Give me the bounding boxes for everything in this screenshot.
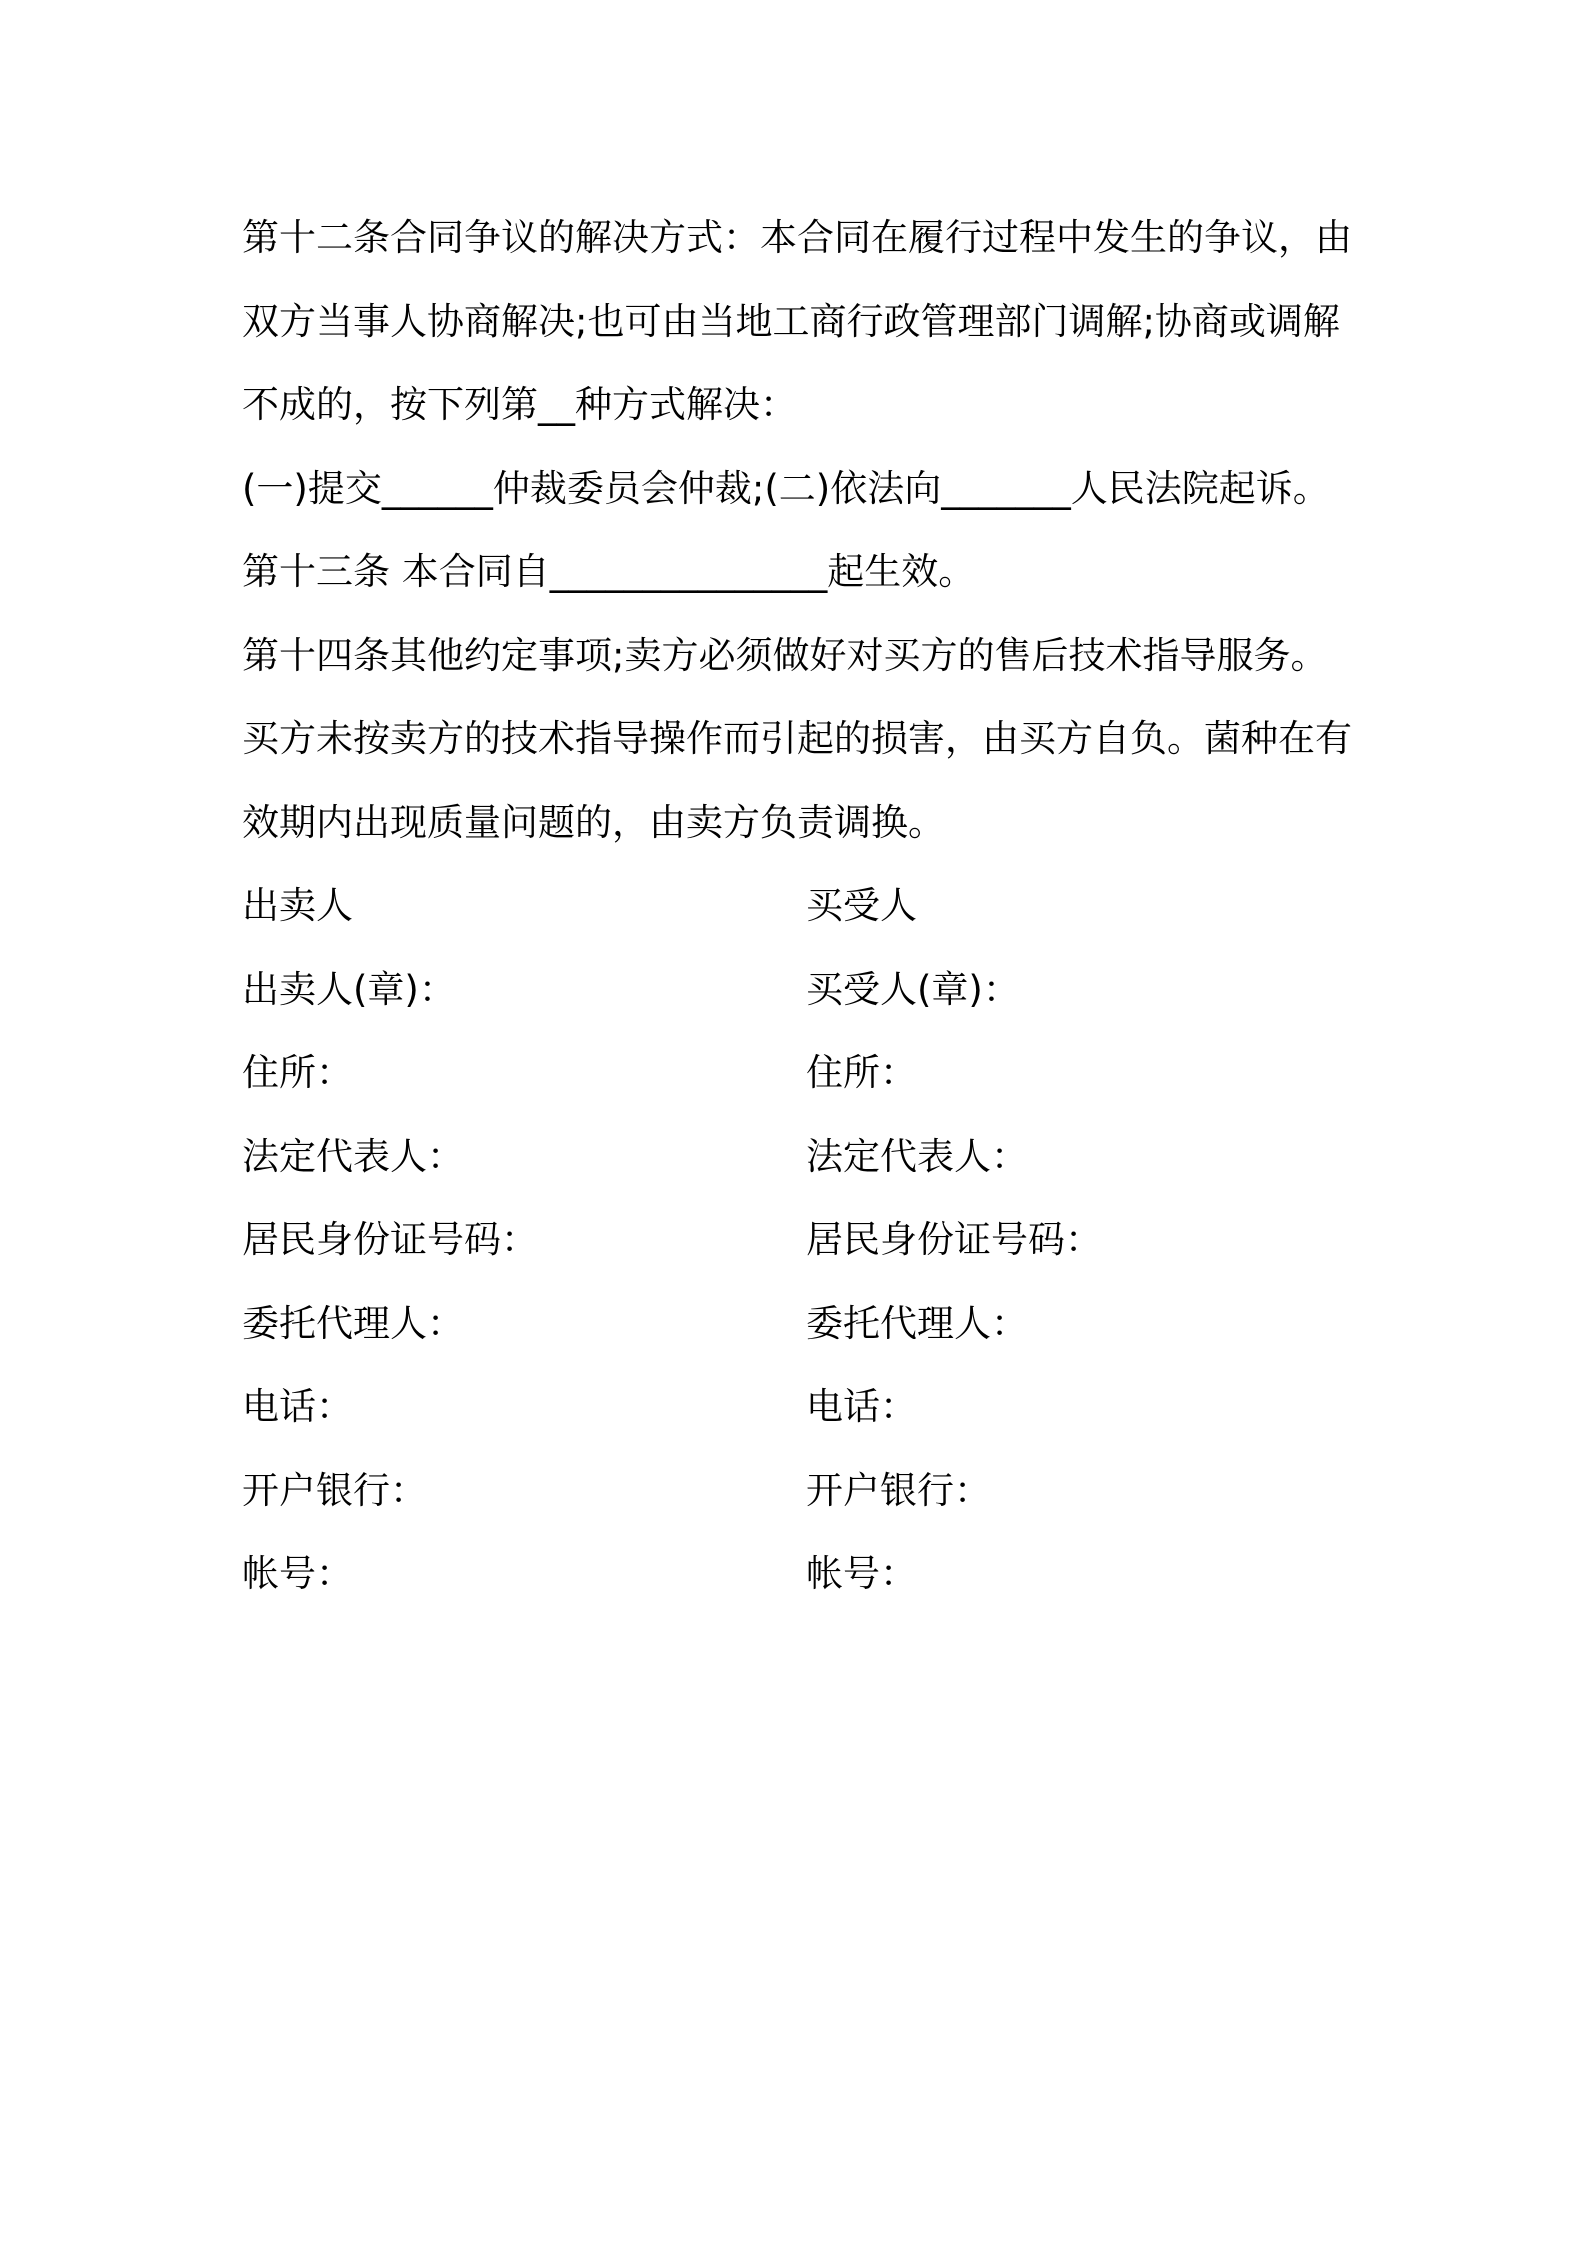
signature-row (242, 1282, 1352, 1366)
article-14-line-2: 买方未按卖方的技术指导操作而引起的损害，由买方自负。菌种在有 (242, 717, 1352, 760)
seller-phone-label: 电话： (242, 1385, 353, 1428)
buyer-bank-label: 开户银行： (806, 1468, 991, 1512)
signature-block (242, 864, 1352, 1616)
article-13-line-1: 第十三条 本合同自_______________起生效。 (242, 550, 976, 593)
seller-legal-rep-label: 法定代表人： (242, 1134, 464, 1178)
buyer-agent-label: 委托代理人： (806, 1301, 1028, 1345)
signature-row (242, 864, 1352, 948)
signature-row (242, 1365, 1352, 1449)
seller-seal-label: 出卖人(章)： (242, 967, 456, 1011)
buyer-account-label: 帐号： (806, 1552, 917, 1595)
buyer-seal-label: 买受人(章)： (806, 967, 1020, 1011)
buyer-phone-label: 电话： (806, 1385, 917, 1428)
seller-address-label: 住所： (242, 1051, 353, 1094)
signature-row (242, 948, 1352, 1032)
contract-body (242, 196, 1352, 1616)
article-14-line-3: 效期内出现质量问题的，由卖方负责调换。 (242, 800, 945, 844)
seller-bank-label: 开户银行： (242, 1468, 427, 1512)
article-12-line-2: 双方当事人协商解决;也可由当地工商行政管理部门调解;协商或调解 (242, 299, 1340, 343)
article-12-line-1: 第十二条合同争议的解决方式：本合同在履行过程中发生的争议，由 (242, 216, 1352, 259)
signature-row (242, 1031, 1352, 1115)
signature-row (242, 1449, 1352, 1533)
buyer-id-number-label: 居民身份证号码： (806, 1218, 1102, 1261)
signature-row (242, 1532, 1352, 1616)
seller-agent-label: 委托代理人： (242, 1301, 464, 1345)
seller-label: 出卖人 (242, 884, 353, 927)
signature-row (242, 1115, 1352, 1199)
article-14-line-1: 第十四条其他约定事项;卖方必须做好对买方的售后技术指导服务。 (242, 633, 1328, 677)
buyer-address-label: 住所： (806, 1051, 917, 1094)
seller-account-label: 帐号： (242, 1552, 353, 1595)
signature-row (242, 1198, 1352, 1282)
seller-id-number-label: 居民身份证号码： (242, 1218, 538, 1261)
article-12-line-4: (一)提交______仲裁委员会仲裁;(二)依法向_______人民法院起诉。 (242, 466, 1330, 510)
buyer-legal-rep-label: 法定代表人： (806, 1134, 1028, 1178)
buyer-label: 买受人 (806, 884, 917, 927)
article-12-line-3: 不成的，按下列第__种方式解决： (242, 383, 797, 426)
